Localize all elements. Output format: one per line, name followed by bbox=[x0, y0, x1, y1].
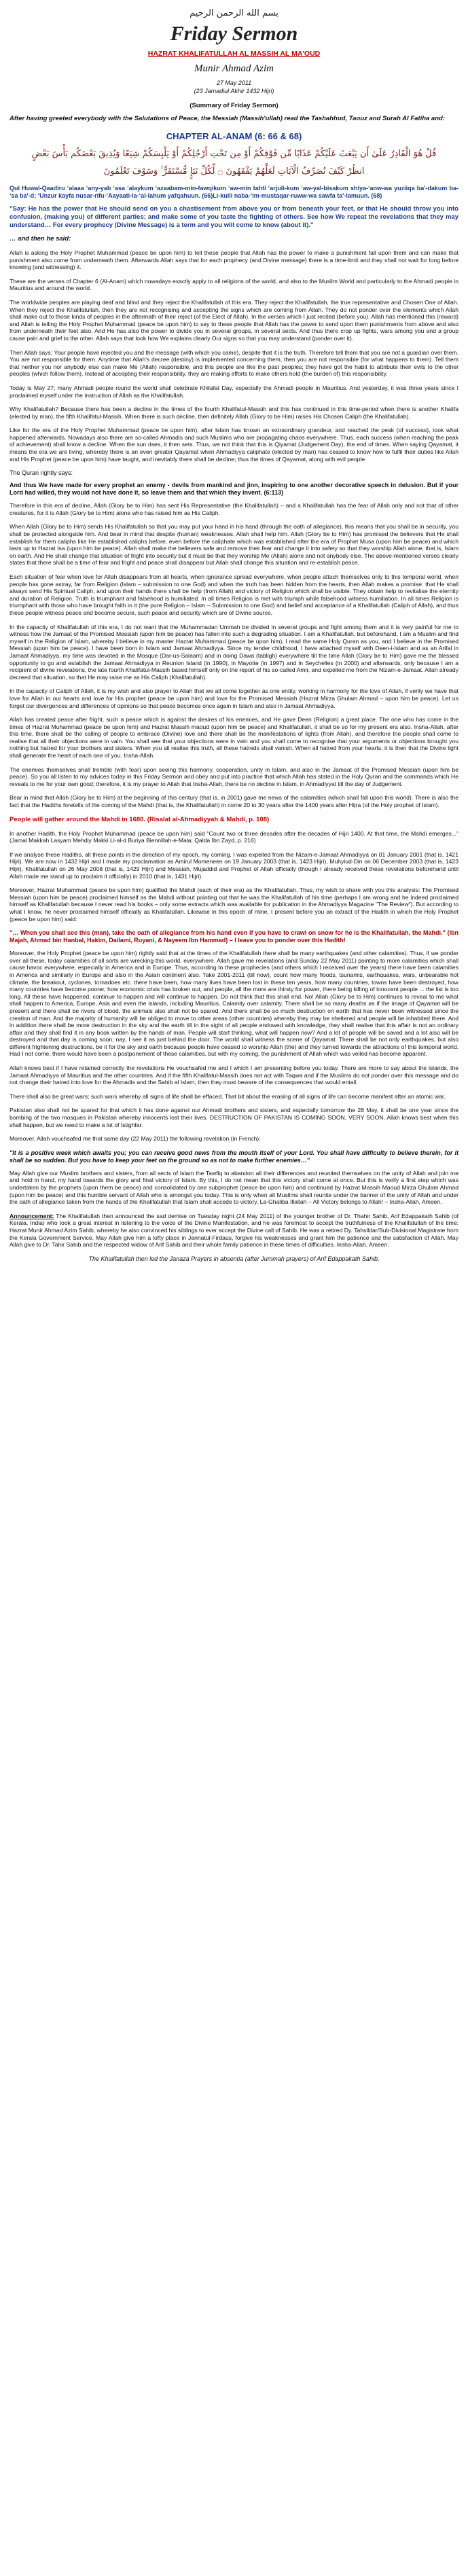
body-paragraph: May Allah give our Muslim brothers and sisters, from all sects of Islam the Tawfiq to abandon all their differences and reunited themselves on the unity of Allah and join me and hold in hand, my hand towards the glory and final victory of Islam. By this, I do not mean that this victory shall come at once. But this is verily a first step which was undertaken by the prophets (upon them be peace) and consolidated by one subprophet (peace be upon him) and continued by Hazrat Massih Maoud Mirza Ghulam Ahmad (upon him be peace) and this humble servant of Allah who is amongst you today. This is only when all Muslims shall reunite under the banner of the unity of Allah and under the oath of allegiance taken from the hands of the Khalifatullah that Islam shall accede to victory. La-Ghaliba Illallah – All Victory belongs to Allah! – Insha-Allah, Ameen. bbox=[10, 1169, 458, 1206]
sermon-subtitle: HAZRAT KHALIFATULLAH AL MASSIH AL MA'OUD bbox=[147, 50, 321, 58]
verse-transliteration: Qul Huwal-Qaadiru ʻalaaa ʻany-yab ʻasa ʻalaykum ʻazaabam-min-fawqikum ʻaw-min tahti ʻarjuli-kum ʻaw-yal-bisakum shiya-ʻanw-wa yuziiqa ba'-dakum ba-ʻsa ba'-d; ʻUnzur kayfa nusar-rifu-ʻAayaati-la-ʻal-lahum yafqahuun. (66)Li-kulli naba-ʻim-mustaqar-ruww-wa sawfa ta'-lamuun. (68) bbox=[10, 185, 458, 199]
body-paragraph: Allah knows best if I have retained correctly the revelations He vouchsafed me and I which I am presenting before you today. There are more to say about the islands, the Jamaat Ahmadiyya of Mauritius and the other countries. And if the fifth Khalifatul-Massih does not act with Taqwa and if the Muslims do not ponder over this message and do not change their hatred into love for the Ahmadis and the Sahib al Islam, then they must beware of the consequences that would entail. bbox=[10, 1065, 458, 1086]
footer-note: The Khalifatullah then led the Janaza Prayers in absentia (after Jummah prayers) of Arif Edappakath Sahib. bbox=[88, 1255, 380, 1262]
body-paragraph: The worldwide peoples are playing deaf and blind and they reject the Khalifatullah of this era. They reject the Khalifatullah, the true representative and Chosen One of Allah. When they reject the Khalifatullah, then they are not recognising and accepting the signs which are coming from Allah. They do not ponder over the elements which Allah shall make out to those kinds of peoples in the aftermath of their reject (of the Elect of Allah). In the verses which I just recited (before you), Allah has mentioned this (reward) and Allah is telling the Holy Prophet Muhammad (peace be upon him) to say to these people that Allah has the power to send upon them punishments from above and also from underneath their feet also. And He has also the power to divide you in several groups, in several sects. And thus there crop up fights, wars among you and a group cause pain and grief to the other. Allah says that look how We explains clearly Our signs so that you may understand (ponder over it). bbox=[10, 298, 458, 342]
body-paragraph: The enemies themselves shall tremble (with fear) upon seeing this harmony, cooperation, unity in Islam, and also in the Jamaat of the Promised Messiah (upon him be peace). So you all listen to my advices today in this Friday Sermon and obey and put into practice that which Allah has stated in the Holy Quran and the commands which He reveals to me for your own good; therefore, it is my prayer to Allah that Insha-Allah, there be no decline in Islam, in Ahmadiyyat till the day of Judgement. bbox=[10, 766, 458, 787]
body-paragraph: When Allah (Glory be to Him) sends His Khalifatullah so that you may put your hand in his hand (through the oath of allegiance), this means that you shall be in security, you shall be protected alongside him. And bear in mind that despite (human) weaknesses, Allah shall help him. Allah (Glory be to Him) has promised the believers that He shall establish for them caliphs like He established caliphs before, even before the caliphate which was established after the era of Prophet Musa (upon him be peace) and which lasts up to Hazrat Isa (upon him be peace). Allah shall make the believers safe and remove their fear and change it into safety so that they worship Allah alone, that is, Islam on earth. And He shall change that situation of fright into security but it must be that they worship Me (Allah) alone and not anybody else. The above-mentioned verses clearly states that there shall be a time of fear and fright and peace shall disappear but Allah shall change this situation and re-establish peace. bbox=[10, 523, 458, 567]
quran-label: The Quran rightly says: bbox=[10, 469, 73, 477]
body-paragraph: Pakistan also shall not be spared for that which it has done against our Ahmadi brothers and sisters, and especially tomorrow the 28 May, it shall be one year since the bombing of the two mosques in Pakistan whereby innocents lost their lives. DESTRUCTION OF PAKISTAN IS COMING SOON, VERY SOON. Allah knows best when this shall happen, but we need to make a lot of Istighfar. bbox=[10, 1107, 458, 1128]
arabic-verse-line-1: قُلْ هُوَ الْقَادِرُ عَلَىٰ أَن يَبْعَثَ عَلَيْكُمْ عَذَابًا مِّن فَوْقِكُمْ أَوْ مِن تَحْتِ أَرْجُلِكُمْ أَوْ يَلْبِسَكُمْ شِيَعًا وَيُذِيقَ بَعْضَكُم بَأْسَ بَعْضٍ bbox=[31, 149, 437, 159]
date-block bbox=[10, 79, 458, 95]
bismillah-heading: بسم الله الرحمن الرحيم bbox=[190, 8, 278, 18]
hadith-heading: People will gather around the Mahdi in 1680. (Risalat al-Ahmadiyyah & Mahdi, p. 108) bbox=[10, 815, 270, 823]
body-paragraph: Then Allah says: Your people have rejected you and the message (with which you came), despite that it is the truth. Therefore tell them that you are not a guardian over them. You are not responsible for them. Anytime that Allah's decree (destiny) is implemented concerning them, then you are not responsible (for what happens to them). Tell them that neither you nor anybody else can make Me (Allah) responsible; and this people are like the past peoples; they have got the habit to attribute their evils to the other peoples (which follow them). Instead of accepting their responsibility, they are making efforts to make others hold (the burden of) this responsibility. bbox=[10, 348, 458, 378]
body-paragraph: Therefore in this era of decline, Allah (Glory be to Him) has sent His Representative (the Khalifatullah) – and a Khalifatullah has the fear of Allah only and not that of other creatures, for it is Allah (Glory be to Him) alone who has raised him as His Caliph. bbox=[10, 502, 458, 516]
body-paragraph: Allah has created peace after fright, such a peace which is against the desires of his enemies, and He gave Deen (Religion) a great place. The one who has come in the times of Hazrat Muhammad (peace be upon him) and Hazrat Massih maoud (upon him be peace) and Khalifatullah, it shall be so for my present era also. Insha-Allah, after this time, there shall be the calling of people to embrace (Divine) love and there shall be the manifestations of lights (from Allah), and therefore the people shall come to realise that all their objections were in vain. You shall see that your objections were in vain and you shall come to recognise that your arguments or objections brought you nothing but hatred for your brothers and sisters. When you all realise this truth, all these hatreds shall vanish. When all hatred from your hearts, it is then that the Divine light shall generate the heart of each one of you. Insha-Allah. bbox=[10, 716, 458, 759]
body-paragraph: Moreover, the Holy Prophet (peace be upon him) rightly said that at the times of the Khalifatullah there shall be many earthquakes (and other calamities). Thus, if we ponder over all these, today calamities of all sorts are wrecking this world, everywhere. Allah gave me revelations (and Sunday 22 May 2011) pointing to more calamities which shall cause havoc everywhere, especially in America and in Europe. Thus, according to these prophecies (and others which I received over the years) there have been calamities in America and similarly in Europe and also in the Asian continent also. Take 2001-2011 (till now), count how many floods, tsunamis, earthquakes, wars, unbearable hot climate, the breakout, cyclones, tornadoes etc. there have been, how many lives have been lost in these ten years, how many countries, towns have been destroyed, how many countries have become poorer, how economic crisis has broken out, and people, all the more are thirsty for power, there being killing of innocent people ... the list is too long. All these have happened, continue to happen and will continue to happen. Do not think that this shall end. No! Allah (Glory be to Him) continues to reveal to me what shall happen to America, Europe, Asia and even the islands, including Mauritius. Calamity over calamity. There shall be so many deaths as if the image of Qayamat will be present and there shall be rivers of blood, the animals also shall not be spared. And there shall be so much destruction on earth that has never been witnessed since the creation of man. And the majority of humanity will be obliged to move to other areas (other countries) whereby they may be sheltered and people will be inhabited there. And in addition there shall be more destruction in the sky and the earth till in the sight of all people endowed with knowledge, they shall realise that this affair is not an ordinary affair and they shall find it in any book written by the hands of man. People will start thinking, what will happen now? And a lot of people will be saved and a lot also will be destroyed and that day is coming soon; nay, I see it as just behind the door. The world shall witness the scene of Qayamat. There shall be not only earthquakes, but also different frightening destructions, be it for the sky and earth because people have ceased to worship Allah (the) and they turned towards the attractions of this temporal world. Had I not come, there would have been a postponement of these calamities, but with my coming, the punishment of Allah which was veiled has become apparent. bbox=[10, 950, 458, 1058]
chapter-heading: CHAPTER AL-ANAM (6: 66 & 68) bbox=[166, 131, 302, 141]
intro-paragraph: After having greeted everybody with the Salutations of Peace, the Messiah (Massih'ullah) read the Tashahhud, Taouz and Surah Al Fatiha and: bbox=[10, 115, 445, 122]
body-paragraph: Why Khalifatullah? Because there has been a decline in the times of the fourth Khalifatul-Massih and this has continued in this time-period when there is another Khalifa (elected by man), the fifth Khalifatul-Massih. When there is such decline, then definitely Allah (Glory to be Him) raises His Chosen Caliph (the Khalifatullah). bbox=[10, 406, 458, 420]
summary-label: (Summary of Friday Sermon) bbox=[190, 102, 278, 109]
french-revelation-quote: "It is a positive week which awaits you; you can receive good news from the mouth itself of your Lord. You shall have difficulty to believe therein, for it shall be so sudden. But you have to keep your feet on the ground so as not to make further enemies…" bbox=[10, 1149, 458, 1164]
announcement-paragraph bbox=[10, 1213, 458, 1249]
arabic-verse-line-2: انظُرْ كَيْفَ نُصَرِّفُ الْآيَاتِ لَعَلَّهُمْ يَفْقَهُونَ ۝ لِّكُلِّ نَبَإٍ مُّسْتَقَرٌّ ۚ وَسَوْفَ تَعْلَمُونَ bbox=[103, 166, 365, 177]
body-paragraph: Allah is asking the Holy Prophet Muhammad (peace be upon him) to tell these people that Allah has the power to make a punishment fall upon them and can make that punishment also come from underneath them. Afterwards Allah says that for each prophecy (and Divine message) there is a time-limit and they shall not wait for long before knowing (and witnessing) it. bbox=[10, 249, 458, 271]
body-paragraph: In another Hadith, the Holy Prophet Muhammad (peace be upon him) said "Count two or three decades after the decades of Hijri 1400. At that time, the Mahdi emerges..." (Jamal Makkah Lasyam Mehdiy Makki Li-al-d Buriya Biennillah-e-Mala; Qalda Ibn Zayd, p. 216) bbox=[10, 829, 458, 844]
body-paragraph: There shall also be great wars; such wars whereby all signs of life shall be effaced. That bit about the erasing of all signs of life can become manifest after an atomic war. bbox=[10, 1092, 446, 1100]
body-paragraph: In the capacity of Caliph of Allah, it is my wish and also prayer to Allah that we all come together as one entity, working in harmony for the love of Allah, if verily we have that love for Allah in our hearts and love for His prophet (peace be upon him) and love for the Promised Messiah (Hazrat Mirza Ghulam Ahmad – upon him be peace). Let us forget our divergences and differences of opinions so that peace becomes once again in Islam and also in Jamaat Ahmadiyya. bbox=[10, 687, 458, 709]
announcement-label: Announcement: bbox=[10, 1212, 54, 1219]
body-paragraph: In the capacity of Khalifatullah of this era, I do not want that the Muhammadan Ummah be divided in several groups and fight among them and it is very painful for me to witness how the Jamaat of the Promised Messiah (upon him be peace) has fallen into such a degrading situation. I am a Khalifatullah, but beforehand, I am a Muslim and find myself in the Religion of Islam, whereby I believe in my master Hazrat Muhammad (peace be upon him), I read the same Holy Quran as you, and I believe in the Promised Messiah (upon him be peace). I have been born in Islam and Jamaat Ahmadiyya. Since my tender childhood, I have attached myself with Deen-i-Islam and as an Arifal in Jamaat Ahmadiyya, my time was devoted in the Mosque (Dar-us-Salaam) and in doing Dawa (tabligh) everywhere till the time Allah (Glory be to Him) gave me the blessed opportunity to go and establish the Jamaat Ahmadiyya in Reunion Island (in 1990), in Mayotte (in 1997) and in Seychelles (in 2000) and afterwards, only because I am a recipient of divine revelations, the late fourth Khalifatul-Massih based himself only on the report of his so-called Amir, and expelled me from the Nizam-e-Jamaat. Allah already decreed that situation, so that He may raise me as His Caliph (Khalifatullah). bbox=[10, 623, 458, 681]
body-paragraph: Moreover, Hazrat Muhammad (peace be upon him) qualified the Mahdi (each of their era) as the Khalifatullah. Thus, my wish to share with you this analysis: The Promised Messiah (upon him be peace) proclaimed himself as the Mahdi without pointing out that he was the Khalifatullah of his time (perhaps I am wrong and he indeed proclaimed himself as Khalifatullah because I never read his books – only some extracts which was available for publication in the Ahmadiyya Magazine "The Review"). But according to what I know, he never proclaimed himself officially as Khalifatullah. Likewise in this epoch of mine, I present before you an extract of the Hadith in which the Holy Prophet (peace be upon him) said: bbox=[10, 887, 458, 923]
quran-quote: And thus We have made for every prophet an enemy - devils from mankind and jinn, inspiring to one another decorative speech in delusion. But if your Lord had willed, they would not have done it, so leave them and that which they invent. (6:113) bbox=[10, 482, 458, 497]
body-paragraph: These are the verses of Chapter 6 (Al-Anam) which nowadays exactly apply to all religions of the world, and also to the Muslim World and particularly to the Ahmadi people in Mauritius and around the world. bbox=[10, 277, 458, 292]
body-paragraph: Today is May 27; many Ahmadi people round the world shall celebrate Khilafat Day, especially the Ahmadi people in Mauritius. And yesterday, it was three years since I proclaimed myself under the instruction of Allah as the Khalifatullah. bbox=[10, 384, 458, 399]
gregorian-date: 27 May 2011 bbox=[216, 79, 252, 86]
body-paragraph: If we analyse these Hadiths, all these points in the direction of my epoch, my coming. I was expelled from the Nizam-e-Jamaat Ahmadiyya on 01 January 2001 (that is, 1421 Hijri). We are now in 1432 Hijri and I made my proclamation as Amirul Momeneen on 19 January 2003 (that is, 1423 Hijri), Muhyiud-Din on 06 December 2003 (that is, 1423 Hijri), Khalifatullah on 26 May 2008 (that is, 1429 Hijri) and Messiah, Mujaddid and Prophet of Allah officially (though I already received these revelations beforehand until Allah made me stand up to proclaim it officially) in 2010 (that is, 1431 Hijri). bbox=[10, 851, 458, 880]
page-title: Friday Sermon bbox=[170, 22, 298, 45]
body-paragraph: Each situation of fear when love for Allah disappears from all hearts, when ignorance spread everywhere, when people attach themselves only to this temporal world, when people has gone astray, far from Religion (Islam – submission to one God) and when the truth has been hidden from the hearts, then Allah makes a promise: that He shall always send His Spiritual Caliph, and upon their hands there shall be help (from Allah) and victory of Religion which shall be visible. They obtain help to revitalise the eternity and duration of Religion. Truth is triumphant and falsehood is humiliated. In all times Religion is met with triumph while falsehood witness humiliation. In all times Religion is triumphant with those who have brought faith in it (the pure Religion – Islam – Submission to one God) and belief and acceptance of a Khalifatullah (Caliph of Allah), and thus these people witness peace and become secure, such peace and security which are of Divine source. bbox=[10, 573, 458, 616]
announcement-text: The Khalifatullah then announced the sad demise on Tuesday night (24 May 2011) of the younger brother of Dr. Thahir Sahib, Arif Edappakath Sahib (of Kerala, India) who took a great interest in listening to the voice of the Divine Manifestation, and he was foremost to accept the truthfulness of the Khalifatullah of the time: Hazrat Munir Ahmad Azim Sahib, whereby he also convinced his siblings to ever accept the Divine call of Sahib. He was a retired Dy. Tahsildar/Sub-Divisional Magistrate from the Kerala Government Service. May Allah give him a lofty place in Jannatul-Firdaus, forgive his weaknesses and grant him the patience and the satisfaction of Allah. May Allah give to Dr. Tahir Sahib and the respected widow of Arif Sahib and their whole family patience in these times of difficulties. Insha-Allah, Ameen. bbox=[10, 1212, 458, 1249]
hadith-quote: "… When you shall see this (man), take the oath of allegiance from his hand even if you have to crawl on snow for he is the Khalifatullah, the Mahdi." (Ibn Majah, Ahmad bin Hanbal, Hakim, Dailami, Ruyani, & Nayeem Ibn Hammad) – I leave you to ponder over this Hadith! bbox=[10, 929, 458, 944]
author-signature: Munir Ahmad Azim bbox=[194, 63, 274, 74]
sermon-page bbox=[10, 5, 458, 1269]
hijri-date: (23 Jamadiul Akhir 1432 Hijri) bbox=[194, 88, 274, 94]
body-paragraph: Like for the era of the Holy Prophet Muhammad (peace be upon him), after Islam has known an extraordinary grandeur, and reached the peak (of success), took what happened afterwards. Nowadays also there are so-called Ahmadis and such Muslims who are propagating chaos everywhere. Thus, each success (when reaching the peak of achievement) shall know a decline. When the sun rises, it then sets. Thus, we not think that this is Qiyamat (Judgement Day), the end of times. When saying Qayamat, it means the era we are living, whereby there is an even greater Qayamat when Ahmadiyya caliphate (elected by man) has ceased to know how to fulfil their duties like Allah and His Prophet (peace be upon him) have taught, and inevitably there shall be decline; thus the times of Qayamat, along with evil people. bbox=[10, 427, 458, 463]
body-paragraph: Bear in mind that Allah (Glory be to Him) at the beginning of this century (that is, in 2001) gave me news of the calamities (which shall fall upon this world). There is also the fact that the Hadiths foretells of the coming of the Mahdi (that is, the Khalifatullah) in come 20 to 30 years after the 1400 years after Hijra (of the Holy prophet of Islam). bbox=[10, 794, 458, 809]
body-paragraph: Moreover, Allah vouchsafed me that same day (22 May 2011) the following revelation (in French): bbox=[10, 1135, 261, 1143]
transition-text: … and then he said: bbox=[10, 235, 71, 243]
verse-translation: "Say: He has the power that He should send on you a chastisement from above you or from beneath your feet, or that He should throw you into confusion, (making you) of different parties; and make some of you taste the fighting of others. See how We repeat the revelations that they may understand… For every prophecy (Divine Message) is a term and you will come to know (about it)." bbox=[10, 205, 458, 229]
